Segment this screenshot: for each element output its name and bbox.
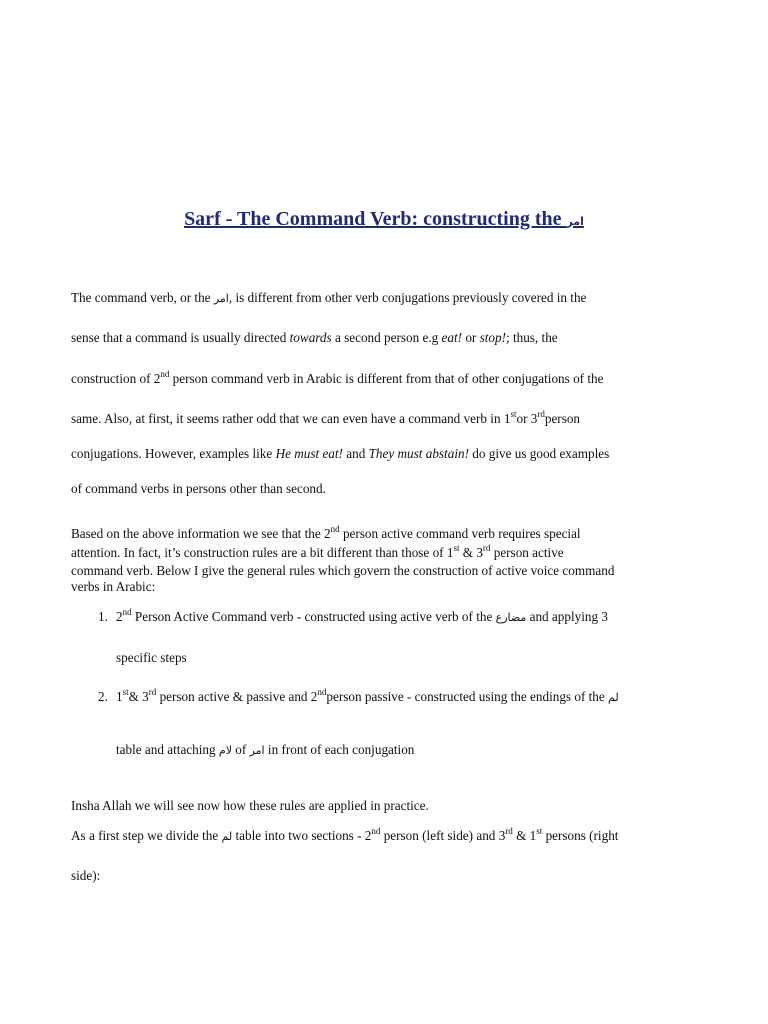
paragraph-1-line-2: sense that a command is usually directed towards a second person e.g eat! or stop!; thus, the [71, 330, 558, 345]
list-item-1-line-1: 2nd Person Active Command verb - constructed using active verb of the مضارع and applying 3 [116, 607, 608, 624]
arabic-term: امر [249, 744, 265, 757]
paragraph-1-line-1: The command verb, or the امر, is different from other verb conjugations previously covered in the [71, 290, 587, 305]
arabic-term: لام [218, 744, 232, 757]
paragraph-1-line-5: conjugations. However, examples like He must eat! and They must abstain! do give us good examples [71, 446, 610, 461]
arabic-term: لم [608, 691, 619, 704]
list-item-2-line-1: 1st& 3rd person active & passive and 2ndperson passive - constructed using the endings of the لم [116, 687, 619, 704]
arabic-term: مضارع [495, 611, 527, 624]
page-title: Sarf - The Command Verb: constructing the امر [184, 208, 584, 230]
title-arabic: امر [566, 215, 584, 228]
arabic-term: امر [213, 292, 229, 305]
paragraph-1-line-4: same. Also, at first, it seems rather odd that we can even have a command verb in 1stor 3rdperson [71, 409, 581, 426]
list-item-number: 2. [98, 689, 108, 704]
paragraph-3-line-1: Insha Allah we will see now how these rules are applied in practice. [71, 798, 429, 813]
list-item-1-line-2: specific steps [116, 650, 187, 665]
paragraph-3-line-3: side): [71, 868, 101, 883]
list-item-2-line-2: table and attaching لام of امر in front of each conjugation [116, 742, 415, 757]
list-item-number: 1. [98, 609, 108, 624]
paragraph-2-line-2: attention. In fact, it’s construction rules are a bit different than those of 1st & 3rd person active [71, 543, 564, 560]
paragraph-1-line-6: of command verbs in persons other than second. [71, 481, 326, 496]
paragraph-2-line-4: verbs in Arabic: [71, 579, 156, 594]
paragraph-2-line-1: Based on the above information we see that the 2nd person active command verb requires special [71, 524, 581, 541]
arabic-term: لم [221, 830, 233, 843]
paragraph-2-line-3: command verb. Below I give the general rules which govern the construction of active voice command [71, 563, 615, 578]
paragraph-3-line-2: As a first step we divide the لم table into two sections - 2nd person (left side) and 3rd & 1st persons (right [71, 826, 619, 843]
paragraph-1-line-3: construction of 2nd person command verb in Arabic is different from that of other conjugations of the [71, 369, 604, 386]
